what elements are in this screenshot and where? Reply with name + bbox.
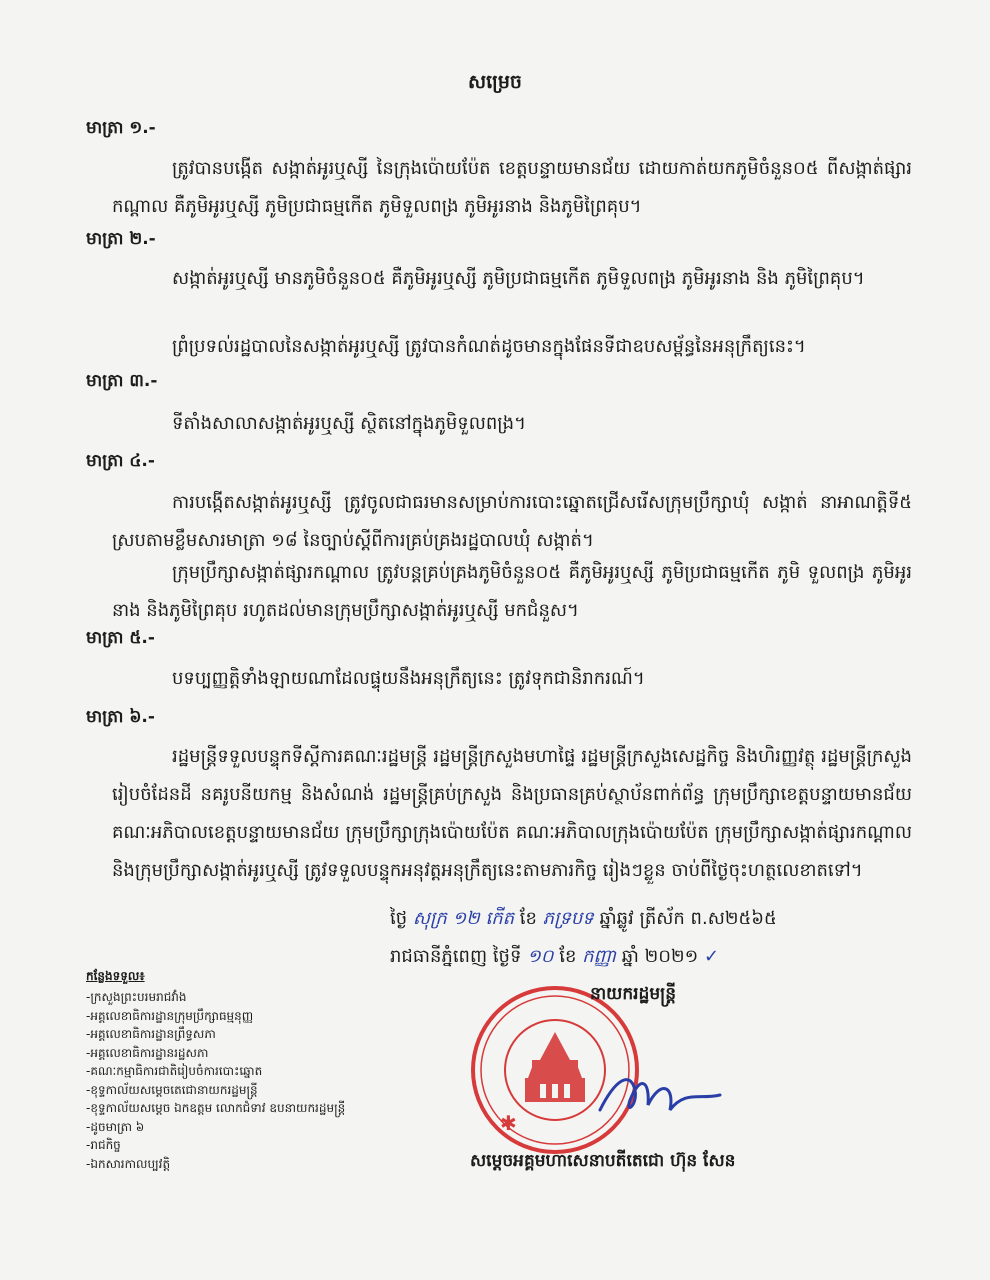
article-3-paragraph-1: ទីតាំងសាលាសង្កាត់អូរឬស្សី ស្ថិតនៅក្នុងភូមិទួលពង្រ។ <box>172 413 526 434</box>
distribution-item: -រាជកិច្ច <box>86 1138 121 1152</box>
distribution-title: កន្លែងទទួល៖ <box>86 969 145 983</box>
signature-icon <box>590 1060 730 1130</box>
article-1-heading: មាត្រា ១.- <box>86 118 156 138</box>
svg-text:✱: ✱ <box>500 1111 517 1135</box>
distribution-item: -អគ្គលេខាធិការដ្ឋានក្រុមប្រឹក្សាធម្មនុញ្ញ <box>86 1008 254 1023</box>
article-6-paragraph-1: រដ្ឋមន្ត្រីទទួលបន្ទុកទីស្តីការគណៈរដ្ឋមន្ត្រី រដ្ឋមន្ត្រីក្រសួងមហាផ្ទៃ រដ្ឋមន្ត្រីក្រសួងសេដ្ឋកិច្ច និងហិរញ្ញវត្ថុ រដ្ឋមន្ត្រីក្រសួងរៀបចំដែនដី នគរូបនីយកម្ម និងសំណង់ រដ្ឋមន្ត្រីគ្រប់ក្រសួង និងប្រធានគ្រប់ស្ថាប័នពាក់ព័ន្ធ ក្រុមប្រឹក្សាខេត្តបន្ទាយមានជ័យ គណៈអភិបាលខេត្តបន្ទាយមានជ័យ ក្រុមប្រឹក្សាក្រុងប៉ោយប៉ែត គណៈអភិបាលក្រុងប៉ោយប៉ែត ក្រុមប្រឹក្សាសង្កាត់ផ្សារកណ្តាល និងក្រុមប្រឹក្សាសង្កាត់អូរឬស្សី ត្រូវទទួលបន្ទុកអនុវត្តអនុក្រឹត្យនេះតាមភារកិច្ច រៀងៗខ្លួន ចាប់ពីថ្ងៃចុះហត្ថលេខាតទៅ។ <box>112 746 912 881</box>
distribution-item: -អគ្គលេខាធិការដ្ឋានព្រឹទ្ធសភា <box>86 1027 216 1041</box>
distribution-item: -ខុទ្ទកាល័យសម្តេចតេជោនាយករដ្ឋមន្ត្រី <box>86 1082 258 1097</box>
solar-day: ១០ <box>527 946 554 967</box>
solar-year-label: ឆ្នាំ <box>621 946 639 967</box>
lunar-date-line <box>390 904 930 934</box>
solar-year: ២០២១ <box>644 946 699 967</box>
article-5-heading: មាត្រា ៥.- <box>86 628 155 648</box>
article-4-heading: មាត្រា ៤.- <box>86 451 155 471</box>
article-2-heading: មាត្រា ២.- <box>86 229 156 249</box>
solar-month-label: ខែ <box>559 946 577 967</box>
article-1-paragraph-1: ត្រូវបានបង្កើត សង្កាត់អូរឬស្សី នៃក្រុងប៉ោយប៉ែត ខេត្តបន្ទាយមានជ័យ ដោយកាត់យកភូមិចំនួន០៥ ពីសង្កាត់ផ្សារកណ្តាល គឺភូមិអូរឬស្សី ភូមិប្រជាធម្មកើត ភូមិទួលពង្រ ភូមិអូរនាង និងភូមិព្រៃគុប។ <box>112 158 912 217</box>
lunar-day: សុក្រ ១២ កើត <box>412 908 515 929</box>
distribution-item: -អគ្គលេខាធិការដ្ឋានរដ្ឋសភា <box>86 1045 209 1060</box>
distribution-item: -ដូចមាត្រា ៦ <box>86 1119 145 1134</box>
lunar-month-label: ខែ <box>519 908 537 929</box>
decree-title: សម្រេច <box>468 71 522 93</box>
article-4-paragraph-1: ការបង្កើតសង្កាត់អូរឬស្សី ត្រូវចូលជាធរមានសម្រាប់ការបោះឆ្នោតជ្រើសរើសក្រុមប្រឹក្សាឃុំ សង្កាត់ នាអាណត្តិទី៥ ស្របតាមខ្លឹមសារមាត្រា ១៨ នៃច្បាប់ស្តីពីការគ្រប់គ្រងរដ្ឋបាលឃុំ សង្កាត់។ <box>112 492 912 551</box>
distribution-item: -គណៈកម្មាធិការជាតិរៀបចំការបោះឆ្នោត <box>86 1064 263 1078</box>
lunar-year: ឆ្នាំឆ្លូវ ត្រីស័ក ព.ស២៥៦៥ <box>599 908 777 929</box>
solar-date-line <box>390 942 930 972</box>
signer-name: សម្តេចអគ្គមហាសេនាបតីតេជោ ហ៊ុន សែន <box>470 1151 736 1171</box>
signer-title: នាយករដ្ឋមន្ត្រី <box>590 984 676 1004</box>
checkmark-icon: ✓ <box>704 946 720 967</box>
article-5-paragraph-1: បទប្បញ្ញត្តិទាំងឡាយណាដែលផ្ទុយនឹងអនុក្រឹត្យនេះ ត្រូវទុកជានិរាករណ៍។ <box>172 668 645 689</box>
distribution-item: -ខុទ្ទកាល័យសម្តេច ឯកឧត្តម លោកជំទាវ ឧបនាយករដ្ឋមន្ត្រី <box>86 1101 346 1115</box>
article-2-paragraph-1: សង្កាត់អូរឬស្សី មានភូមិចំនួន០៥ គឺភូមិអូរឬស្សី ភូមិប្រជាធម្មកើត ភូមិទួលពង្រ ភូមិអូរនាង និង ភូមិព្រៃគុប។ <box>172 268 865 289</box>
article-3-heading: មាត្រា ៣.- <box>86 371 158 391</box>
distribution-item: -ក្រសួងព្រះបរមរាជវាំង <box>86 990 187 1004</box>
article-4-paragraph-2: ក្រុមប្រឹក្សាសង្កាត់ផ្សារកណ្តាល ត្រូវបន្តគ្រប់គ្រងភូមិចំនួន០៥ គឺភូមិអូរឬស្សី ភូមិប្រជាធម្មកើត ភូមិ ទួលពង្រ ភូមិអូរនាង និងភូមិព្រៃគុប រហូតដល់មានក្រុមប្រឹក្សាសង្កាត់អូរឬស្សី មកជំនួស។ <box>112 562 912 621</box>
lunar-prefix: ថ្ងៃ <box>390 908 408 929</box>
distribution-list <box>86 988 345 1173</box>
solar-month: កញ្ញា <box>582 946 617 967</box>
article-2-paragraph-2: ព្រំប្រទល់រដ្ឋបាលនៃសង្កាត់អូរឬស្សី ត្រូវបានកំណត់ដូចមានក្នុងផែនទីជាឧបសម្ព័ន្ធនៃអនុក្រឹត្យនេះ។ <box>172 336 806 357</box>
city-prefix: រាជធានីភ្នំពេញ ថ្ងៃទី <box>390 946 522 967</box>
distribution-item: -ឯកសារកាលប្បវត្តិ <box>86 1156 171 1171</box>
article-6-heading: មាត្រា ៦.- <box>86 707 155 727</box>
lunar-month: ភទ្របទ <box>542 908 594 929</box>
